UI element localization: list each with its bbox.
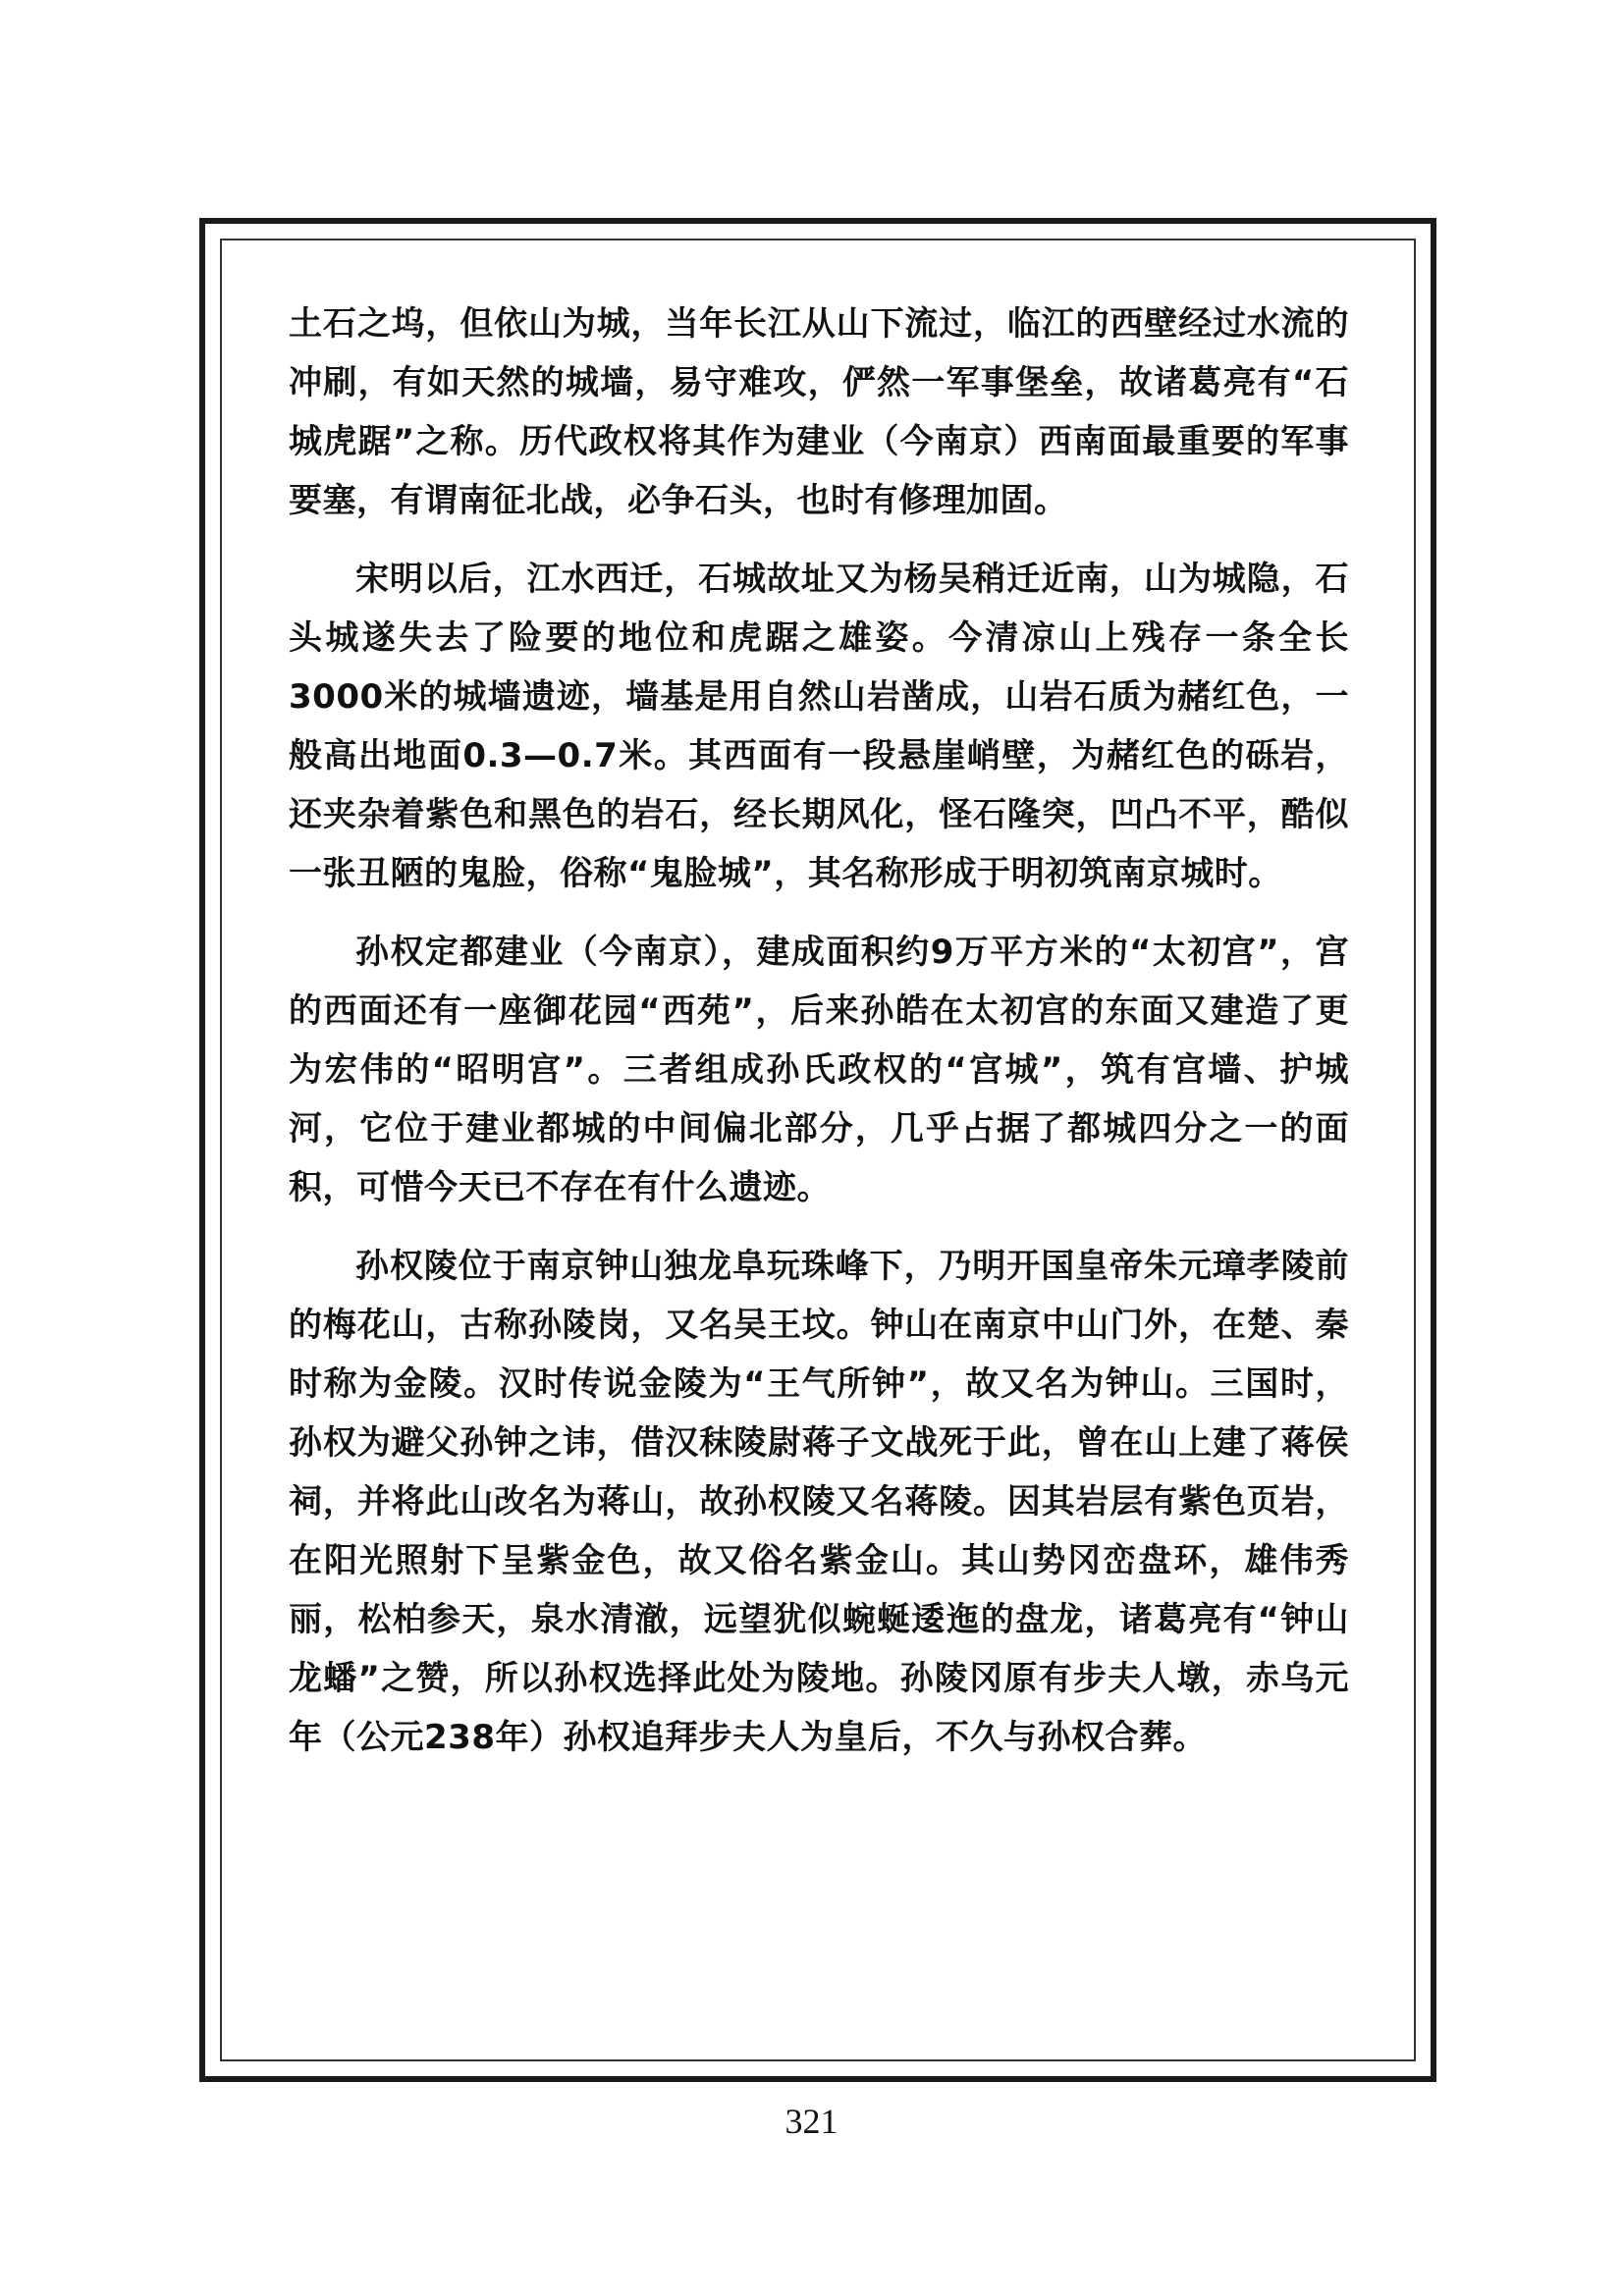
paragraph-4: 孙权陵位于南京钟山独龙阜玩珠峰下，乃明开国皇帝朱元璋孝陵前的梅花山，古称孙陵岗，又名吴王坟。钟山在南京中山门外，在楚、秦时称为金陵。汉时传说金陵为“王气所钟”，故又名为钟山。三国时，孙权为避父孙钟之讳，借汉秣陵尉蒋子文战死于此，曾在山上建了蒋侯祠，并将此山改名为蒋山，故孙权陵又名蒋陵。因其岩层有紫色页岩，在阳光照射下呈紫金色，故又俗名紫金山。其山势冈峦盘环，雄伟秀丽，松柏参天，泉水清澈，远望犹似蜿蜒逶迤的盘龙，诸葛亮有“钟山龙蟠”之赞，所以孙权选择此处为陵地。孙陵冈原有步夫人墩，赤乌元年（公元238年）孙权追拜步夫人为皇后，不久与孙权合葬。 — [289, 1247, 1349, 1757]
paragraph-3: 孙权定都建业（今南京），建成面积约9万平方米的“太初宫”，宫的西面还有一座御花园“西苑”，后来孙皓在太初宫的东面又建造了更为宏伟的“昭明宫”。三者组成孙氏政权的“宫城”，筑有宫墙、护城河，它位于建业都城的中间偏北部分，几乎占据了都城四分之一的面积，可惜今天已不存在有什么遗迹。 — [289, 933, 1349, 1207]
paragraph-gap — [289, 1217, 1349, 1237]
paragraph-gap — [289, 530, 1349, 550]
page-number: 321 — [784, 2102, 839, 2141]
paragraph-2: 宋明以后，江水西迁，石城故址又为杨吴稍迁近南，山为城隐，石头城遂失去了险要的地位和虎踞之雄姿。今清凉山上残存一条全长3000米的城墙遗迹，墙基是用自然山岩凿成，山岩石质为赭红色，一般高出地面0.3—0.7米。其西面有一段悬崖峭壁，为赭红色的砾岩，还夹杂着紫色和黑色的岩石，经长期风化，怪石隆突，凹凸不平，酷似一张丑陋的鬼脸，俗称“鬼脸城”，其名称形成于明初筑南京城时。 — [289, 560, 1349, 893]
body-text — [289, 294, 1349, 1767]
paragraph-1: 土石之坞，但依山为城，当年长江从山下流过，临江的西壁经过水流的冲刷，有如天然的城墙，易守难攻，俨然一军事堡垒，故诸葛亮有“石城虎踞”之称。历代政权将其作为建业（今南京）西南面最重要的军事要塞，有谓南征北战，必争石头，也时有修理加固。 — [289, 304, 1349, 520]
paragraph-gap — [289, 903, 1349, 923]
